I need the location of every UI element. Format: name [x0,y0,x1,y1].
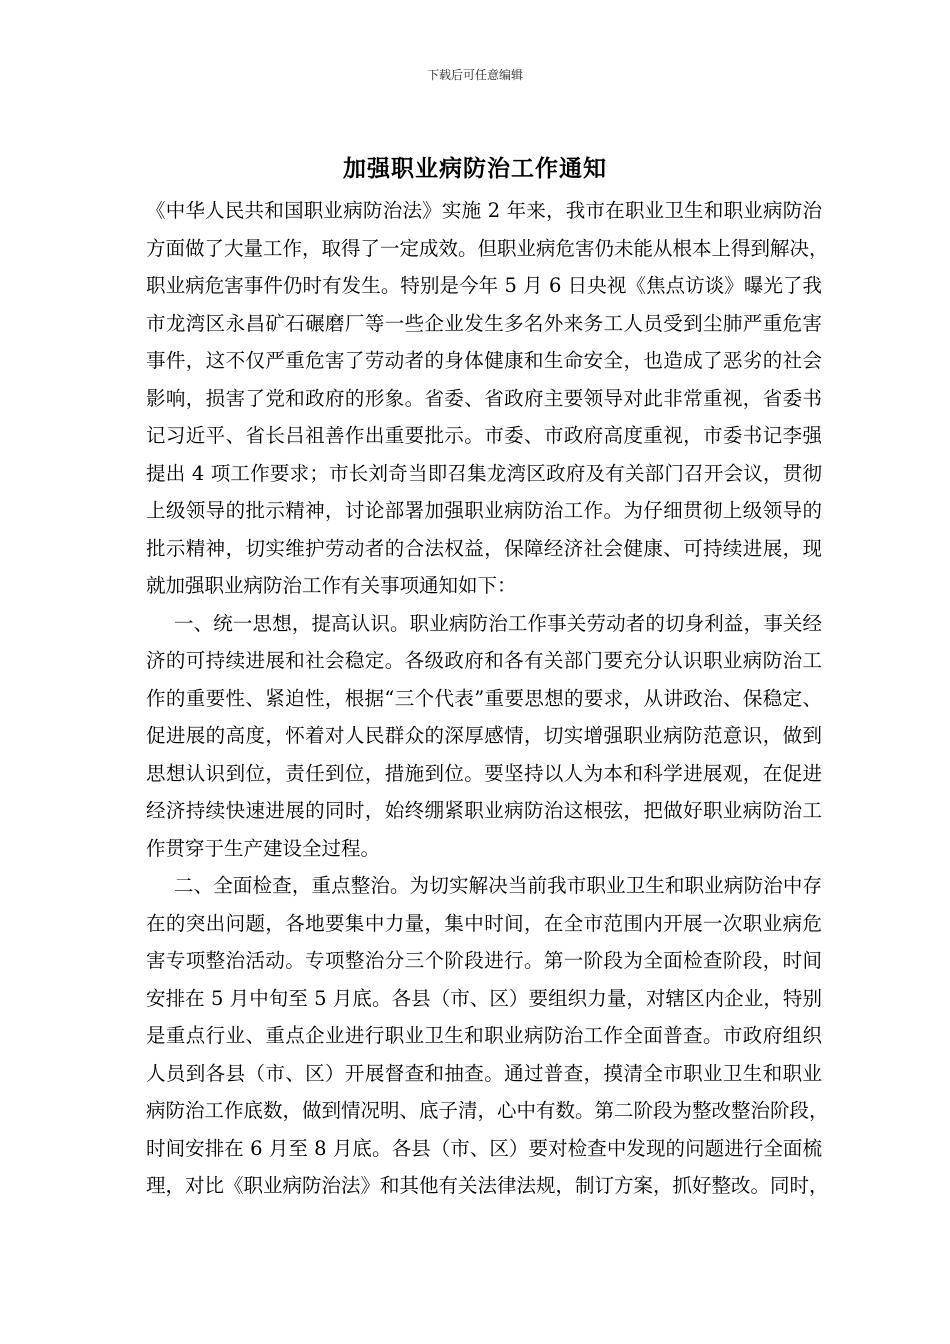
document-title: 加强职业病防治工作通知 [343,155,607,182]
paragraph-section-one [146,605,822,868]
text-line: 方面做了大量工作，取得了一定成效。但职业病危害仍未能从根本上得到解决， [146,236,829,260]
text-line: 市龙湾区永昌矿石碾磨厂等一些企业发生多名外来务工人员受到尘肺严重危害 [146,311,822,335]
text-line: 时间安排在 6 月至 8 月底。各县（市、区）要对检查中发现的问题进行全面梳 [146,1136,822,1160]
text-line: 在的突出问题，各地要集中力量，集中时间，在全市范围内开展一次职业病危 [146,911,822,935]
text-line: 作的重要性、紧迫性，根据“三个代表”重要思想的要求，从讲政治、保稳定、 [146,686,822,710]
text-line: 作贯穿于生产建设全过程。 [146,836,381,860]
text-line: 批示精神，切实维护劳动者的合法权益，保障经济社会健康、可持续进展，现 [146,536,822,560]
text-line: 影响，损害了党和政府的形象。省委、省政府主要领导对此非常重视，省委书 [146,386,822,410]
text-line: 是重点行业、重点企业进行职业卫生和职业病防治工作全面普查。市政府组织 [146,1024,822,1047]
text-line: 一、统一思想，提高认识。职业病防治工作事关劳动者的切身利益，事关经 [174,611,822,635]
text-line: 促进展的高度，怀着对人民群众的深厚感情，切实增强职业病防范意识，做到 [146,724,822,747]
text-line: 害专项整治活动。专项整治分三个阶段进行。第一阶段为全面检查阶段，时间 [146,949,822,972]
text-line: 思想认识到位，责任到位，措施到位。要坚持以人为本和科学进展观，在促进 [146,761,822,785]
text-line: 济的可持续进展和社会稳定。各级政府和各有关部门要充分认识职业病防治工 [146,649,822,672]
text-line: 职业病危害事件仍时有发生。特别是今年 5 月 6 日央视《焦点访谈》曝光了我 [146,274,822,297]
paragraph-intro [146,192,829,605]
text-line: 就加强职业病防治工作有关事项通知如下： [146,574,517,597]
text-line: 经济持续快速进展的同时，始终绷紧职业病防治这根弦，把做好职业病防治工 [146,799,822,822]
text-line: 事件，这不仅严重危害了劳动者的身体健康和生命安全，也造成了恶劣的社会 [146,349,822,372]
text-line: 上级领导的批示精神，讨论部署加强职业病防治工作。为仔细贯彻上级领导的 [146,499,822,522]
document-body [146,192,829,1205]
text-line: 人员到各县（市、区）开展督查和抽查。通过普查，摸清全市职业卫生和职业 [146,1061,822,1085]
text-line: 理，对比《职业病防治法》和其他有关法律法规，制订方案，抓好整改。同时， [146,1174,829,1197]
text-line: 提出 4 项工作要求；市长刘奇当即召集龙湾区政府及有关部门召开会议，贯彻 [146,461,822,485]
text-line: 记习近平、省长吕祖善作出重要批示。市委、市政府高度重视，市委书记李强 [146,424,822,447]
header-note: 下载后可任意编辑 [426,68,523,82]
text-line: 病防治工作底数，做到情况明、底子清，心中有数。第二阶段为整改整治阶段， [146,1099,829,1122]
text-line: 安排在 5 月中旬至 5 月底。各县（市、区）要组织力量，对辖区内企业，特别 [146,986,822,1010]
text-line: 《中华人民共和国职业病防治法》实施 2 年来，我市在职业卫生和职业病防治 [146,199,822,222]
paragraph-section-two [146,867,829,1205]
text-line: 二、全面检查，重点整治。为切实解决当前我市职业卫生和职业病防治中存 [174,874,822,897]
